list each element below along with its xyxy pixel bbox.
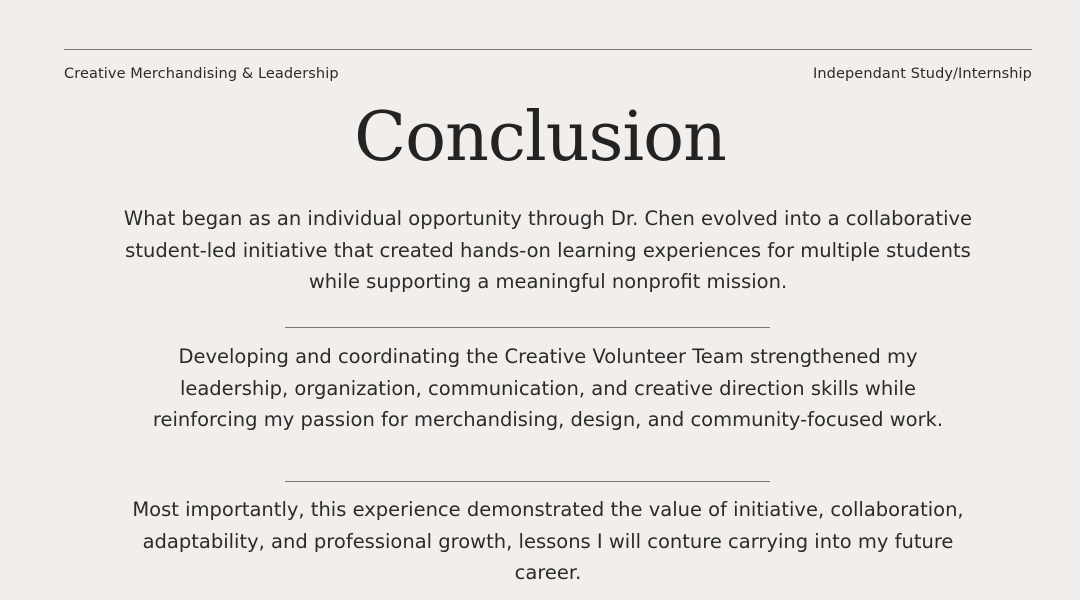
conclusion-paragraph-2: Developing and coordinating the Creative Volunteer Team strengthened my leadership, organization, communication, and creative direction skills while reinforcing my passion for merchandising, design, and community-focused work. <box>152 345 944 431</box>
conclusion-paragraph-3: Most importantly, this experience demonstrated the value of initiative, collaboration, adaptability, and professional growth, lessons I will conture carrying into my future career. <box>132 498 964 584</box>
header-course-name: Creative Merchandising & Leadership <box>64 66 339 82</box>
section-divider-2 <box>285 481 770 482</box>
section-divider-1 <box>285 327 770 328</box>
page-title: Conclusion <box>354 98 726 177</box>
conclusion-paragraph-1: What began as an individual opportunity through Dr. Chen evolved into a collaborative student-led initiative that created hands-on learning experiences for multiple students while supporting a meaningful nonprofit mission. <box>123 207 973 293</box>
header-course-type: Independant Study/Internship <box>813 66 1032 82</box>
top-divider <box>64 49 1032 50</box>
